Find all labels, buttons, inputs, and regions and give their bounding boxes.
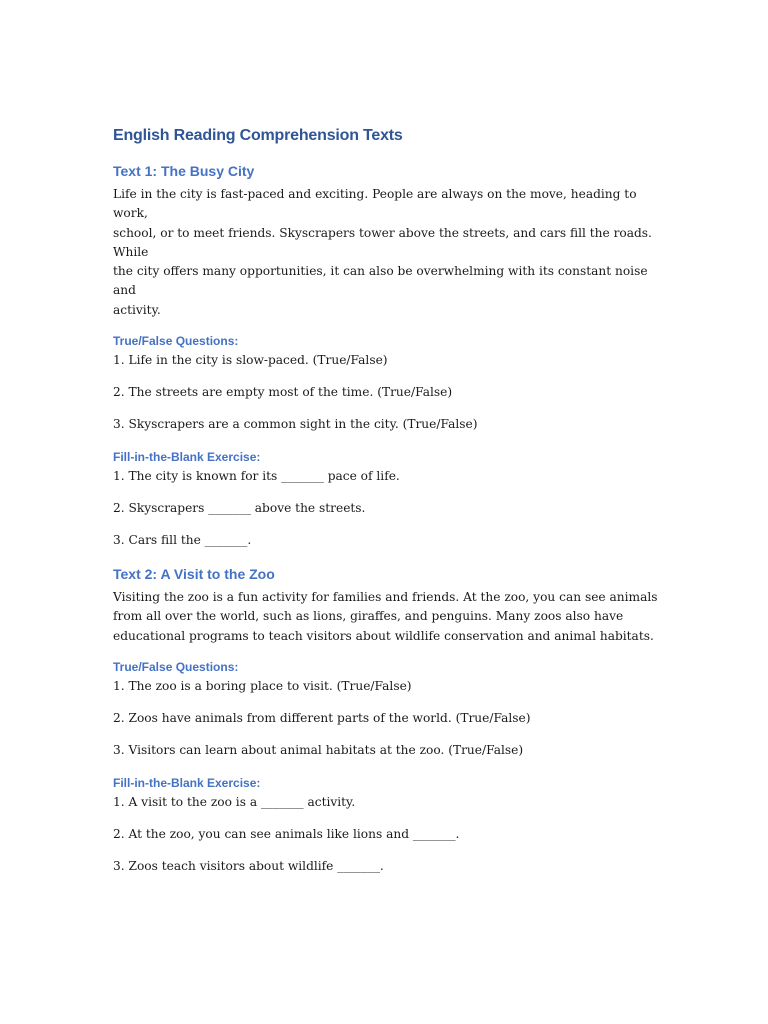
text-1-tf-item: 3. Skyscrapers are a common sight in the city. (True/False) <box>113 417 478 432</box>
text-1-section <box>113 161 668 550</box>
text-2-tf-item: 1. The zoo is a boring place to visit. (True/False) <box>113 678 412 693</box>
text-1-tf-item: 1. Life in the city is slow-paced. (True/False) <box>113 353 388 368</box>
text-1-fib-item: 3. Cars fill the _______. <box>113 533 252 548</box>
text-1-fib-item: 2. Skyscrapers _______ above the streets. <box>113 501 366 516</box>
text-1-fib-heading: Fill-in-the-Blank Exercise: <box>113 450 261 465</box>
text-2-fib-item: 1. A visit to the zoo is a _______ activity. <box>113 794 356 809</box>
text-2-tf-heading: True/False Questions: <box>113 659 239 674</box>
text-2-paragraph: Visiting the zoo is a fun activity for families and friends. At the zoo, you can see animals from all over the world, such as lions, giraffes, and penguins. Many zoos also have educational programs to teach visitors about wildlife conservation and animal habitats. <box>113 590 658 643</box>
text-2-heading: Text 2: A Visit to the Zoo <box>113 566 275 583</box>
text-2-tf-item: 2. Zoos have animals from different parts of the world. (True/False) <box>113 710 531 725</box>
text-2-section <box>113 564 668 876</box>
text-1-paragraph: Life in the city is fast-paced and exciting. People are always on the move, heading to work, school, or to meet friends. Skyscrapers tower above the streets, and cars fill the roads. While the city offers many opportunities, it can also be overwhelming with its constant noise and activity. <box>113 187 652 317</box>
text-1-heading: Text 1: The Busy City <box>113 163 255 179</box>
text-2-fib-heading: Fill-in-the-Blank Exercise: <box>113 775 261 790</box>
text-2-fib-item: 3. Zoos teach visitors about wildlife _______. <box>113 858 384 873</box>
text-1-tf-item: 2. The streets are empty most of the time. (True/False) <box>113 385 453 400</box>
text-1-fib-item: 1. The city is known for its _______ pace of life. <box>113 469 400 484</box>
text-1-tf-heading: True/False Questions: <box>113 334 239 349</box>
text-2-fib-item: 2. At the zoo, you can see animals like lions and _______. <box>113 826 460 841</box>
document-title: English Reading Comprehension Texts <box>113 127 403 144</box>
text-2-tf-item: 3. Visitors can learn about animal habitats at the zoo. (True/False) <box>113 742 524 757</box>
